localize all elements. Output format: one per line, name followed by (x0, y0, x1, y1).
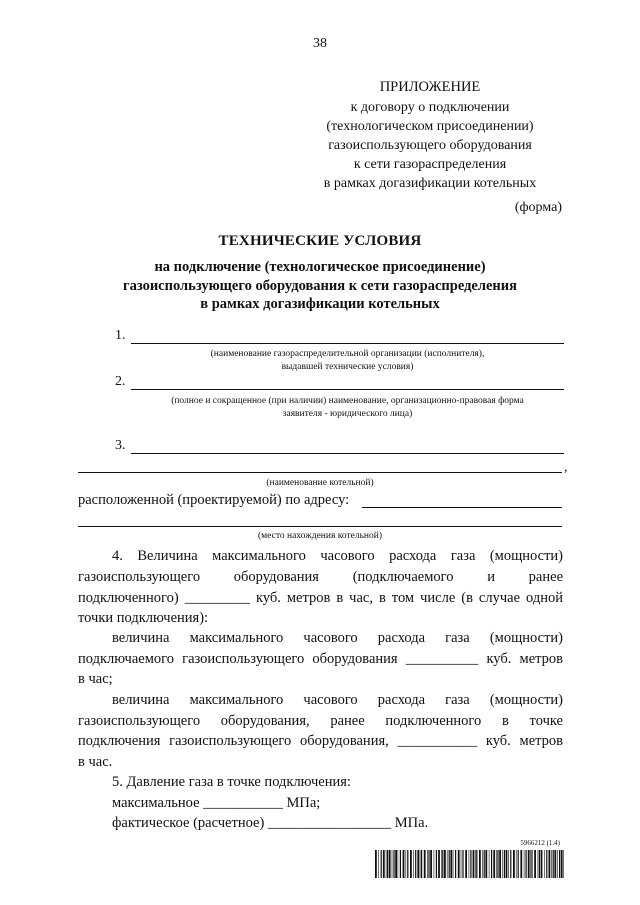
address-line[interactable] (362, 507, 562, 508)
p4-b-line: газоиспользующего оборудования, ранее подключенного в точке (78, 713, 563, 729)
field-3-line-continued[interactable] (78, 472, 562, 473)
appendix-line: к договору о подключении (350, 100, 510, 115)
p4-line: 4. Величина максимального часового расхода газа (мощности) (112, 548, 563, 564)
field-2-caption (131, 395, 564, 420)
address-label: расположенной (проектируемой) по адресу: (78, 492, 350, 508)
field-2-number: 2. (115, 374, 126, 389)
p4-b-line: величина максимального часового расхода газа (мощности) (112, 692, 563, 708)
p5-title: 5. Давление газа в точке подключения: (112, 774, 351, 790)
p4-a-line: в час; (78, 671, 113, 687)
subtitle-line: на подключение (технологическое присоединение) (154, 259, 486, 275)
barcode-number: 5966212 (1.4) (520, 839, 560, 847)
field-3-number: 3. (115, 438, 126, 453)
field-2-line[interactable] (131, 389, 564, 390)
appendix-block (300, 78, 560, 193)
p4-b-line: в час. (78, 754, 113, 770)
appendix-line: в рамках догазификации котельных (323, 176, 537, 191)
field-3-comma: , (564, 460, 568, 475)
field-1-line[interactable] (131, 343, 564, 344)
caption-line: заявителя - юридического лица) (282, 408, 413, 419)
p4-line: подключенного) _________ куб. метров в час, в том числе (в случае одной (78, 590, 563, 606)
form-label: (форма) (514, 200, 562, 215)
caption-line: (полное и сокращенное (при наличии) наименование, организационно-правовая форма (171, 396, 524, 406)
appendix-line: (технологическом присоединении) (326, 119, 534, 134)
document-title: ТЕХНИЧЕСКИЕ УСЛОВИЯ (218, 233, 422, 249)
appendix-line: газоиспользующего оборудования (328, 138, 532, 153)
address-line-continued[interactable] (78, 526, 562, 527)
appendix-line: к сети газораспределения (353, 157, 507, 172)
p5-max: максимальное ___________ МПа; (112, 795, 321, 811)
page-number: 38 (313, 36, 327, 51)
p4-line: точки подключения): (78, 610, 209, 626)
p4-a-line: подключаемого газоиспользующего оборудования __________ куб. метров (78, 651, 563, 667)
field-3-line[interactable] (131, 453, 564, 454)
caption-line: (наименование газораспределительной организации (исполнителя), (210, 349, 485, 359)
barcode-icon (375, 850, 565, 878)
document-subtitle (60, 258, 580, 314)
address-caption: (место нахождения котельной) (257, 531, 382, 541)
caption-line: выдавшей технические условия) (281, 361, 414, 372)
appendix-title: ПРИЛОЖЕНИЕ (379, 79, 481, 95)
subtitle-line: газоиспользующего оборудования к сети газораспределения (123, 277, 517, 294)
p4-line: газоиспользующего оборудования (подключаемого и ранее (78, 569, 563, 585)
p4-a-line: величина максимального часового расхода газа (мощности) (112, 630, 563, 646)
field-3-caption: (наименование котельной) (266, 478, 374, 488)
p5-fact: фактическое (расчетное) _________________ МПа. (112, 815, 429, 831)
field-1-caption (131, 348, 564, 373)
field-1-number: 1. (115, 328, 126, 343)
p4-b-line: подключения газоиспользующего оборудования, ___________ куб. метров (78, 733, 563, 749)
subtitle-line: в рамках догазификации котельных (200, 296, 440, 312)
